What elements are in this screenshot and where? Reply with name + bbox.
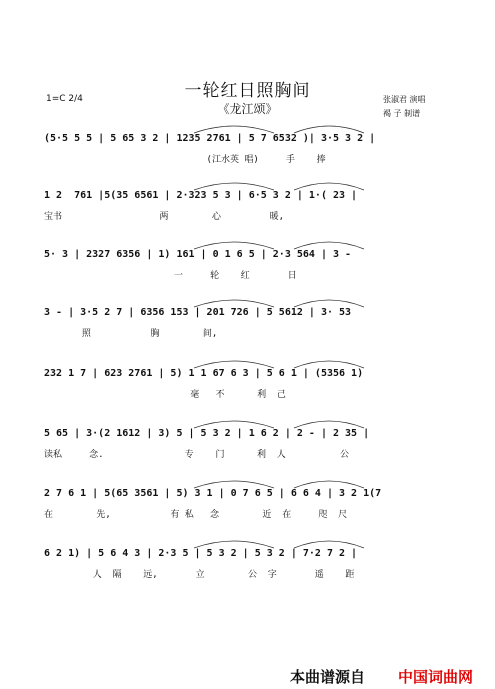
notation-line: 3 - | 3·5 2 7 | 6356 153 | 201 726 | 5 5612 | 3· 53 xyxy=(44,307,352,318)
notation-line: 2 7 6 1 | 5(65 3561 | 5) 3 1 | 0 7 6 5 | 6 6 4 | 3 2 1(7 xyxy=(44,488,382,499)
score-line xyxy=(44,307,456,347)
score-line xyxy=(44,488,456,528)
score-line xyxy=(44,133,456,173)
source-label: 本曲谱源自 xyxy=(290,668,366,686)
score-line xyxy=(44,249,456,289)
notation-line: 6 2 1) | 5 6 4 3 | 2·3 5 | 5 3 2 | 5 3 2 | 7·2 7 2 | xyxy=(44,548,358,559)
lyrics-line: 在 先, 有 私 念 近 在 咫 尺 xyxy=(44,510,348,520)
lyrics-line: 毫 不 利 己 xyxy=(44,390,286,400)
page-title: 一轮红日照胸间 xyxy=(184,81,311,101)
site-name: 中国词曲网 xyxy=(398,668,474,686)
lyrics-line: 宝书 两 心 暖, xyxy=(44,212,285,222)
notation-line: 5 65 | 3·(2 1612 | 3) 5 | 5 3 2 | 1 6 2 | 2 - | 2 35 | xyxy=(44,428,370,439)
notation-line: 5· 3 | 2327 6356 | 1) 161 | 0 1 6 5 | 2·3 564 | 3 - xyxy=(44,249,352,260)
opera-subtitle: 《龙江颂》 xyxy=(217,102,278,116)
score-line xyxy=(44,548,456,588)
lyrics-line: 人 隔 远, 立 公 字 遥 距 xyxy=(44,570,355,580)
key-signature: 1=C 2/4 xyxy=(46,94,83,104)
notation-line: 1 2 761 |5(35 6561 | 2·323 5 3 | 6·5 3 2 | 1·( 23 | xyxy=(44,190,358,201)
lyrics-line: 一 轮 红 日 xyxy=(44,271,297,281)
score-line xyxy=(44,368,456,408)
lyrics-line: 照 胸 间, xyxy=(44,329,218,339)
score-line xyxy=(44,428,456,468)
performer-credit: 张淑君 演唱 xyxy=(383,95,426,104)
score-line xyxy=(44,190,456,230)
notation-line: 232 1 7 | 623 2761 | 5) 1 1 67 6 3 | 5 6 1 | (5356 1) xyxy=(44,368,364,379)
notation-line: (5·5 5 5 | 5 65 3 2 | 1235 2761 | 5 7 6532 )| 3·5 3 2 | xyxy=(44,133,376,144)
transcriber-credit: 褐 子 制谱 xyxy=(383,109,421,118)
lyrics-line: (江水英 唱) 手 捧 xyxy=(44,155,326,165)
lyrics-line: 读私 念. 专 门 利 人 公 xyxy=(44,450,349,460)
